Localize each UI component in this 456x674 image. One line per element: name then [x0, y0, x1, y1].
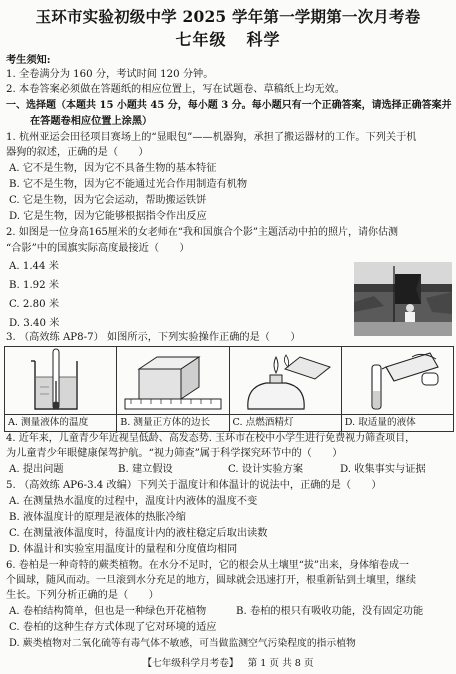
pouring-liquid-icon: [342, 347, 454, 415]
q2-option-b: B. 1.92 米: [9, 280, 60, 291]
q3-caption-b: B. 测量正方体的边长: [117, 414, 228, 431]
q3-figure-row: [4, 346, 454, 432]
q5-option-b: B. 液体温度计的原理是液体的热胀冷缩: [9, 512, 186, 523]
notes-item: 1. 全卷满分为 160 分，考试时间 120 分钟。: [6, 69, 214, 80]
q5-option-d: D. 体温计和实验室用温度计的量程和分度值均相同: [9, 544, 238, 555]
section1-heading: 一、选择题（本题共 15 小题共 45 分，每小题 3 分。每小题只有一个正确答案，请选择正确答案并: [6, 100, 452, 111]
cube-ruler-icon: [117, 347, 229, 415]
footer-exam-label: 【七年级科学月考卷】: [142, 658, 239, 669]
q6-option-b: B. 卷柏的根只有吸收功能，没有固定功能: [236, 606, 424, 617]
q1-stem-cont: 器狗的叙述，正确的是（ ）: [6, 147, 149, 158]
q2-option-a: A. 1.44 米: [9, 261, 59, 272]
q3-figure-d: [342, 347, 453, 431]
page-footer: [0, 655, 456, 669]
q6-option-c: C. 卷柏的这种生存方式体现了它对环境的适应: [9, 622, 217, 633]
q4-option-a: A. 提出问题: [9, 464, 64, 475]
q6-option-d: D. 蕨类植物对二氧化硫等有毒气体不敏感，可当做监测空气污染程度的指示植物: [9, 638, 356, 649]
q5-option-a: A. 在测量热水温度的过程中，温度计内液体的温度不变: [9, 496, 258, 507]
beaker-thermometer-icon: [5, 347, 117, 415]
q3-caption-c: C. 点燃酒精灯: [230, 414, 341, 431]
alcohol-lamp-icon: [230, 347, 342, 415]
q4-option-c: C. 设计实验方案: [228, 464, 304, 475]
q6-stem-cont: 个圆球，随风而动。一旦滚到水分充足的地方，圆球就会迅速打开，根重新钻到土壤里，继续: [6, 575, 416, 586]
q2-stem: 2. 如图是一位身高165厘米的女老师在“我和国旗合个影”主题活动中拍的照片，请你估测: [6, 227, 399, 238]
q1-option-a: A. 它不是生物，因为它不具备生物的基本特征: [9, 163, 217, 174]
q1-option-d: D. 它是生物，因为它能够根据指令作出反应: [9, 211, 207, 222]
q6-stem-cont2: 生长。下列分析正确的是（ ）: [6, 590, 159, 601]
page-number: 第 1 页 共 8 页: [247, 658, 314, 669]
q5-stem: 5. （高效练 AP6-3.4 改编）下列关于温度计和体温计的说法中，正确的是（ ）: [6, 480, 382, 491]
q1-option-c: C. 它是生物，因为它会运动，帮助搬运铁饼: [9, 195, 207, 206]
notes-item: 2. 本卷答案必须做在答题纸的相应位置上，写在试题卷、草稿纸上均无效。: [6, 84, 345, 95]
q5-option-c: C. 在测量液体温度时，待温度计内的液柱稳定后取出读数: [9, 528, 268, 539]
q4-stem-cont: 为儿童青少年眼健康保驾护航。“视力筛查”属于科学探究环节中的（ ）: [6, 448, 343, 459]
grade-label: 七年级: [175, 30, 227, 49]
section1-heading-cont: 在答题卷相应位置上涂黑）: [30, 115, 153, 127]
q4-option-b: B. 建立假设: [118, 464, 173, 475]
subject-label: 科学: [246, 30, 281, 49]
q3-caption-d: D. 取适量的液体: [342, 414, 453, 431]
exam-title: 玉环市实验初级中学 2025 学年第一学期第一次月考卷: [35, 7, 421, 26]
q3-stem: 3. （高效练 AP8-7） 如图所示，下列实验操作正确的是（ ）: [6, 332, 301, 343]
q6-option-a: A. 卷柏结构简单，但也是一种绿色开花植物: [9, 606, 207, 617]
q4-stem: 4. 近年来，儿童青少年近视呈低龄、高发态势. 玉环市在校中小学生进行免费视力筛查项目，: [6, 433, 416, 444]
notes-heading: 考生须知:: [6, 54, 51, 66]
q3-figure-a: [5, 347, 117, 431]
q4-option-d: D. 收集事实与证据: [340, 464, 426, 475]
exam-subtitle: [0, 27, 456, 50]
flag-photo: [354, 262, 452, 336]
q3-figure-c: [230, 347, 342, 431]
q1-stem: 1. 杭州亚运会田径项目赛场上的“显眼包”——机器狗，承担了搬运器材的工作。下列关于机: [6, 132, 417, 143]
q1-option-b: B. 它不是生物，因为它不能通过光合作用制造有机物: [9, 179, 248, 190]
q6-stem: 6. 卷柏是一种奇特的蕨类植物。在水分不足时，它的根会从土壤里“拔”出来，身体缩卷成一: [6, 560, 409, 571]
q2-option-d: D. 3.40 米: [9, 318, 60, 329]
q3-caption-a: A. 测量液体的温度: [5, 414, 116, 431]
q3-figure-b: [117, 347, 229, 431]
q2-option-c: C. 2.80 米: [9, 299, 60, 310]
q2-stem-cont: “合影”中的国旗实际高度最接近（ ）: [6, 243, 190, 254]
